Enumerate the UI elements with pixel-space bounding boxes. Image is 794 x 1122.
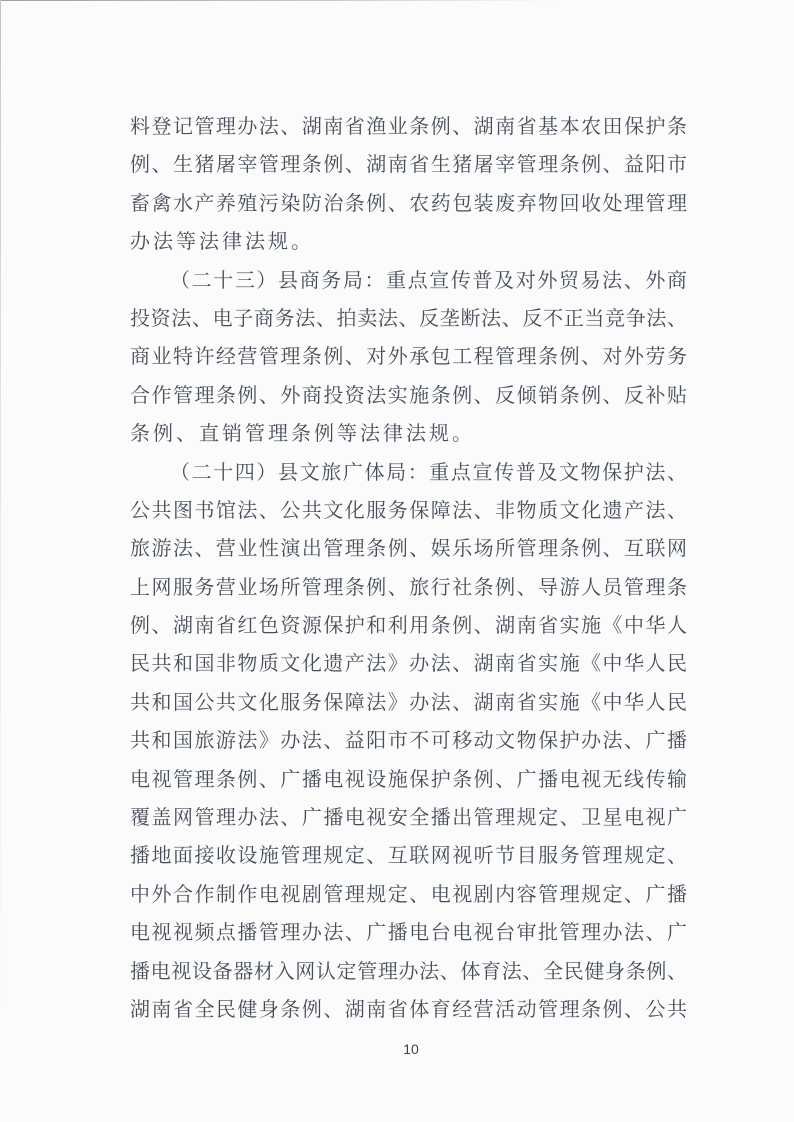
text-line: 电视视频点播管理办法、广播电台电视台审批管理办法、广 bbox=[130, 922, 687, 945]
text-line: 例、生猪屠宰管理条例、湖南省生猪屠宰管理条例、益阳市 bbox=[130, 154, 687, 177]
scan-artifact-top-edge bbox=[0, 0, 556, 1]
text-line-paragraph-start-item-23: （二十三）县商务局：重点宣传普及对外贸易法、外商 bbox=[170, 269, 687, 292]
page-number: 10 bbox=[403, 1041, 419, 1057]
text-line-paragraph-end: 办法等法律法规。 bbox=[130, 231, 314, 254]
text-line-paragraph-start-item-24: （二十四）县文旅广体局：重点宣传普及文物保护法、 bbox=[170, 461, 687, 484]
text-line: 公共图书馆法、公共文化服务保障法、非物质文化遗产法、 bbox=[130, 499, 687, 522]
text-line: 播地面接收设施管理规定、互联网视听节目服务管理规定、 bbox=[130, 845, 687, 868]
text-line: 旅游法、营业性演出管理条例、娱乐场所管理条例、互联网 bbox=[130, 538, 687, 561]
text-line: 例、湖南省红色资源保护和利用条例、湖南省实施《中华人 bbox=[130, 615, 687, 638]
text-line: 中外合作制作电视剧管理规定、电视剧内容管理规定、广播 bbox=[130, 883, 687, 906]
text-line: 投资法、电子商务法、拍卖法、反垄断法、反不正当竞争法、 bbox=[130, 307, 687, 330]
body-text bbox=[130, 108, 687, 1029]
text-line: 民共和国非物质文化遗产法》办法、湖南省实施《中华人民 bbox=[130, 653, 687, 676]
text-line: 电视管理条例、广播电视设施保护条例、广播电视无线传输 bbox=[130, 768, 687, 791]
text-line-paragraph-end: 条例、直销管理条例等法律法规。 bbox=[130, 423, 475, 446]
text-line: 畜禽水产养殖污染防治条例、农药包装废弃物回收处理管理 bbox=[130, 192, 687, 215]
text-line: 共和国旅游法》办法、益阳市不可移动文物保护办法、广播 bbox=[130, 730, 687, 753]
text-line: 覆盖网管理办法、广播电视安全播出管理规定、卫星电视广 bbox=[130, 807, 687, 830]
scan-artifact-left-edge bbox=[0, 0, 1, 1122]
text-line: 上网服务营业场所管理条例、旅行社条例、导游人员管理条 bbox=[130, 576, 687, 599]
text-line: 共和国公共文化服务保障法》办法、湖南省实施《中华人民 bbox=[130, 691, 687, 714]
text-line: 湖南省全民健身条例、湖南省体育经营活动管理条例、公共 bbox=[130, 998, 687, 1021]
text-line: 商业特许经营管理条例、对外承包工程管理条例、对外劳务 bbox=[130, 346, 687, 369]
text-line: 播电视设备器材入网认定管理办法、体育法、全民健身条例、 bbox=[130, 960, 687, 983]
text-line: 料登记管理办法、湖南省渔业条例、湖南省基本农田保护条 bbox=[130, 116, 687, 138]
text-line: 合作管理条例、外商投资法实施条例、反倾销条例、反补贴 bbox=[130, 384, 687, 407]
